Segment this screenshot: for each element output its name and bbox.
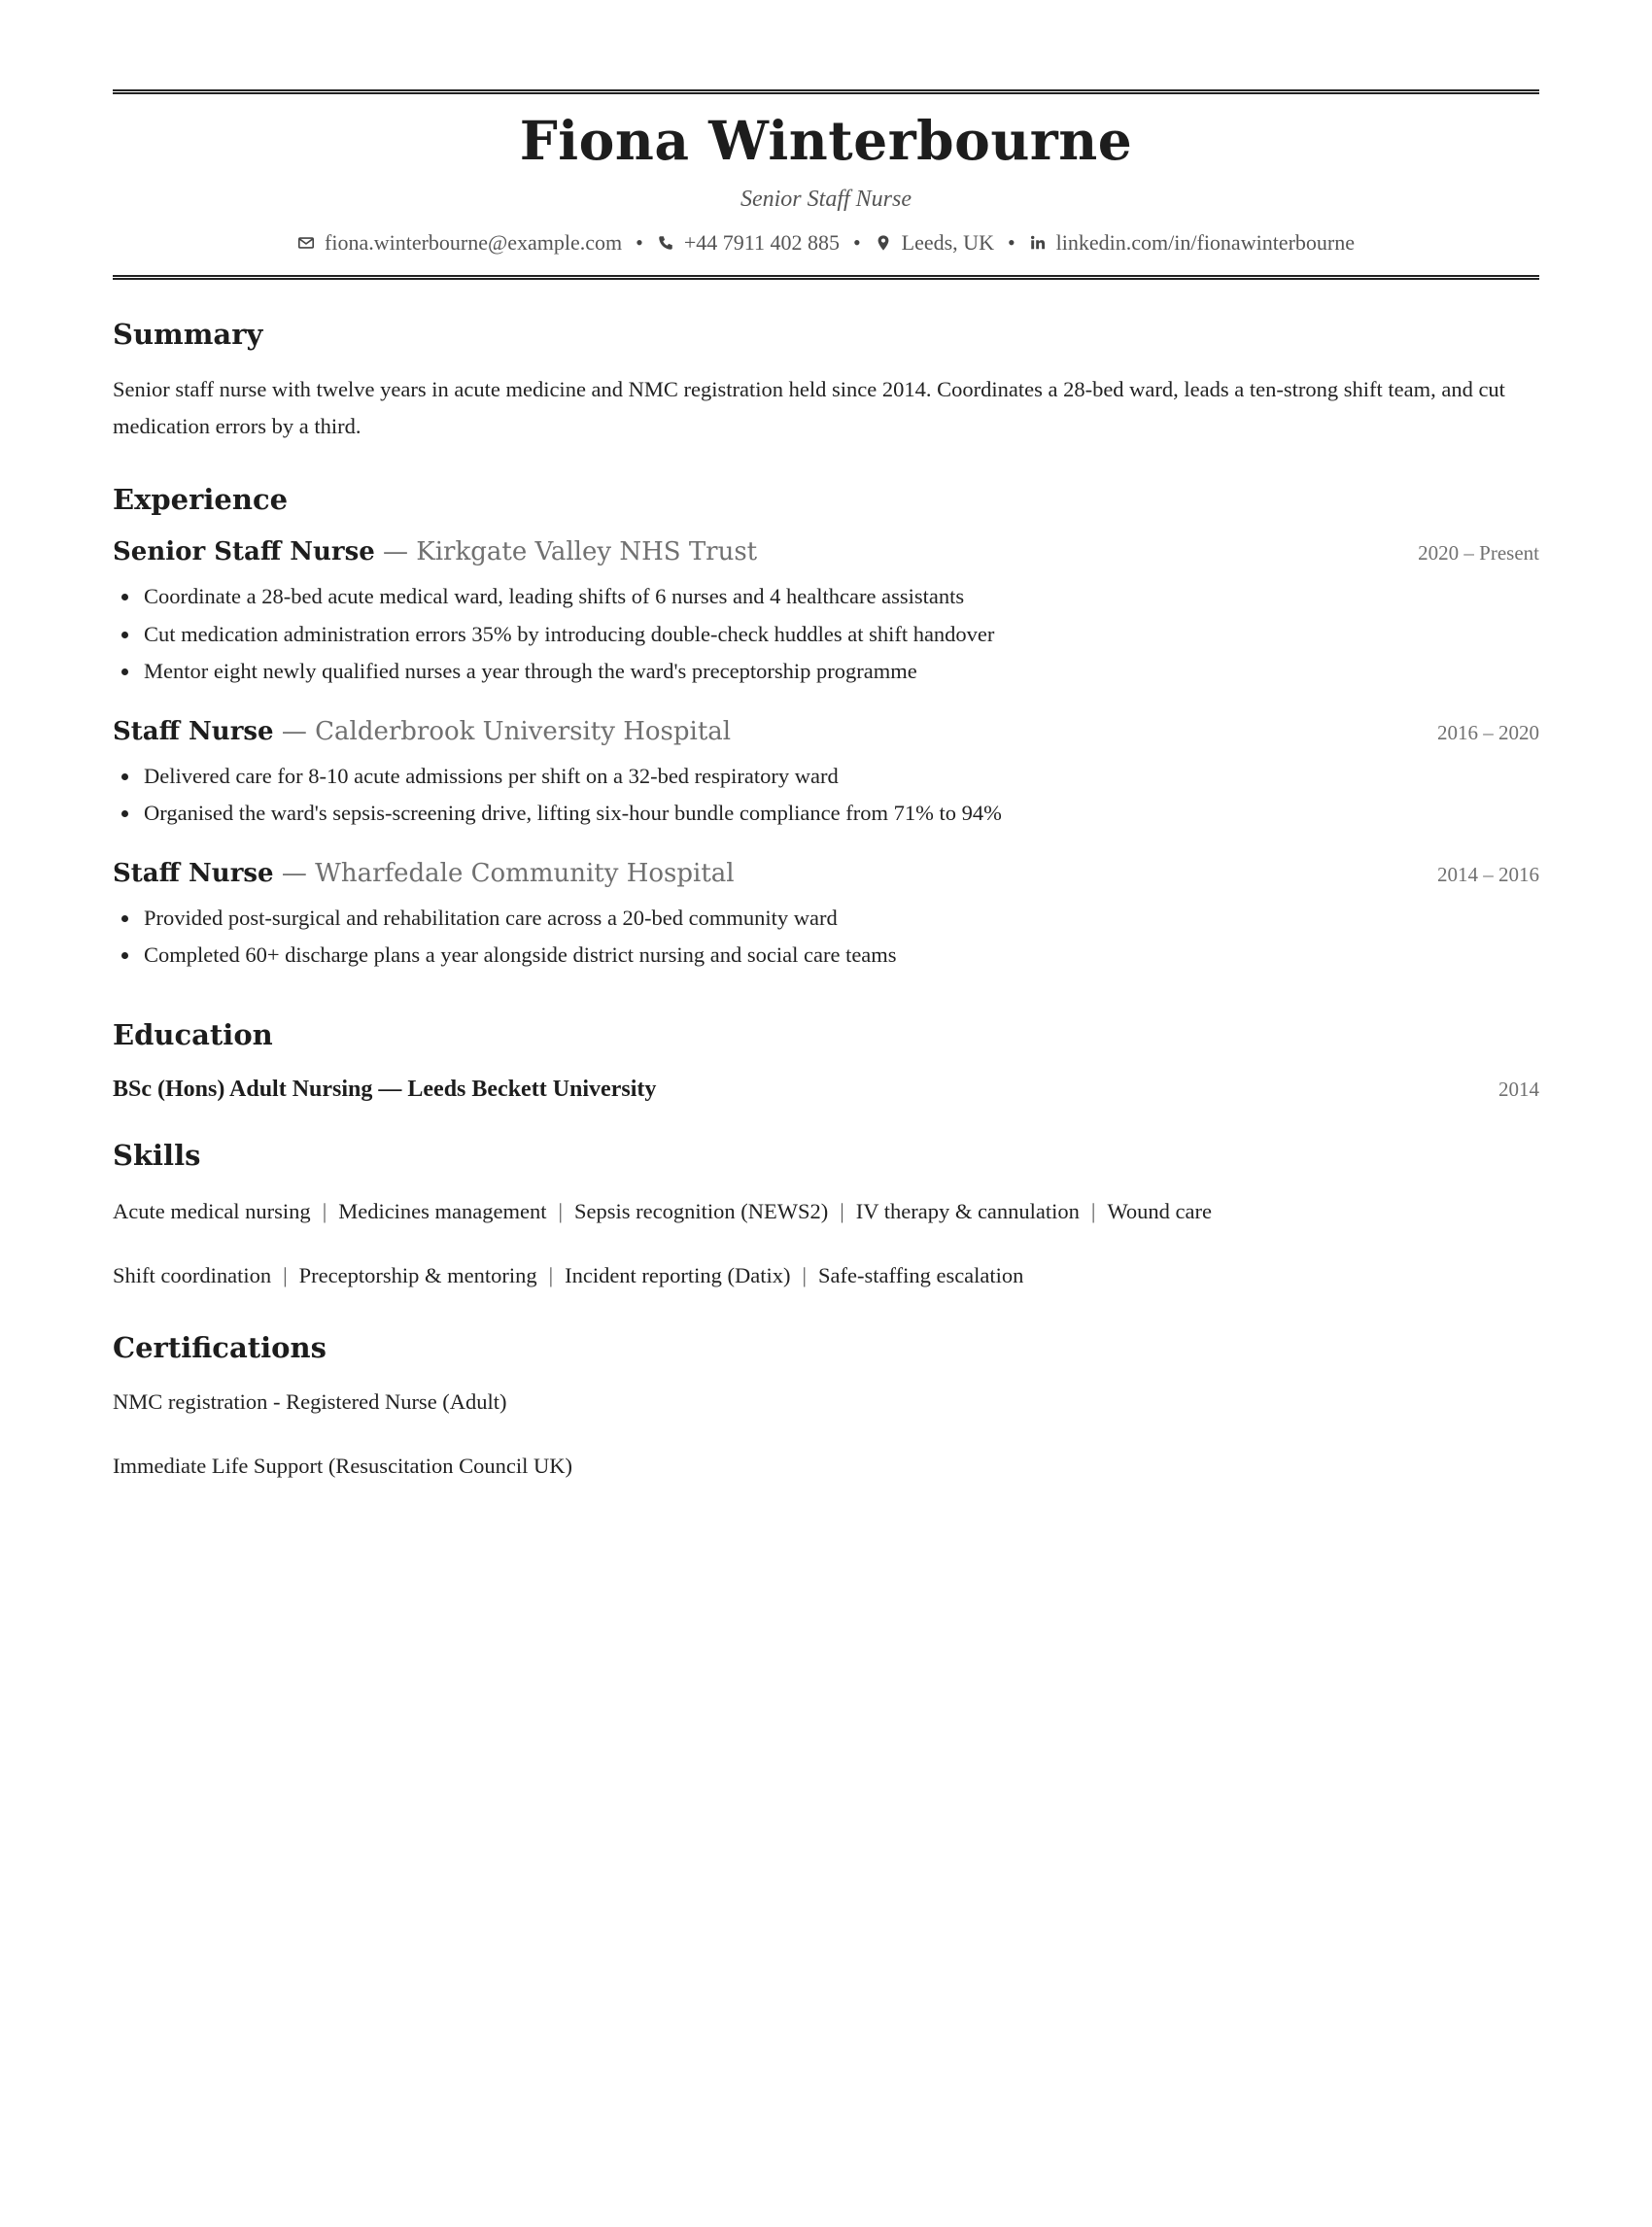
- candidate-name: Fiona Winterbourne: [519, 109, 1133, 172]
- contact-linkedin-text: linkedin.com/in/fionawinterbourne: [1055, 230, 1355, 255]
- skill-separator: |: [558, 1198, 564, 1223]
- job-entry: [113, 532, 1539, 691]
- job-title-line: [113, 532, 757, 571]
- job-role: Senior Staff Nurse: [113, 537, 375, 566]
- job-entry: [113, 712, 1539, 833]
- job-title-line: [113, 712, 731, 751]
- certifications-heading: Certifications: [113, 1330, 327, 1364]
- summary-heading: Summary: [113, 318, 263, 351]
- experience-section: [113, 480, 1539, 975]
- education-degree: BSc (Hons) Adult Nursing — Leeds Beckett University: [113, 1076, 657, 1102]
- summary-text: Senior staff nurse with twelve years in acute medicine and NMC registration held since 2014. Coordinates a 28-bed ward, leads a ten-strong shift team, and cut medication errors by a third.: [113, 377, 1505, 438]
- job-dates: 2020 – Present: [1418, 541, 1539, 565]
- skills-line: [113, 1194, 1539, 1229]
- job-title-line: [113, 854, 735, 893]
- job-bullet: Mentor eight newly qualified nurses a year through the ward's preceptorship programme: [144, 653, 1539, 691]
- linkedin-icon: [1029, 234, 1047, 252]
- skill-item: Preceptorship & mentoring: [298, 1262, 537, 1287]
- skill-separator: |: [548, 1262, 554, 1287]
- job-dates: 2014 – 2016: [1437, 862, 1539, 886]
- education-entry: [113, 1072, 1539, 1107]
- skill-separator: |: [322, 1198, 327, 1223]
- job-role: Staff Nurse: [113, 858, 274, 888]
- contact-email[interactable]: [297, 228, 622, 257]
- job-bullet: Completed 60+ discharge plans a year alongside district nursing and social care teams: [144, 937, 1539, 975]
- job-dash: —: [383, 537, 409, 566]
- job-bullets: [113, 900, 1539, 975]
- job-organization: Calderbrook University Hospital: [315, 716, 732, 746]
- job-bullets: [113, 758, 1539, 833]
- skill-separator: |: [840, 1198, 844, 1223]
- certifications-section: [113, 1328, 1539, 1484]
- contact-email-text: fiona.winterbourne@example.com: [325, 230, 623, 255]
- job-bullet: Delivered care for 8-10 acute admissions per shift on a 32-bed respiratory ward: [144, 758, 1539, 796]
- job-bullets: [113, 578, 1539, 691]
- job-organization: Kirkgate Valley NHS Trust: [416, 537, 758, 566]
- job-organization: Wharfedale Community Hospital: [315, 858, 735, 888]
- contact-phone[interactable]: [657, 228, 840, 257]
- job-bullet: Organised the ward's sepsis-screening drive, lifting six-hour bundle compliance from 71% to 94%: [144, 795, 1539, 833]
- contact-linkedin[interactable]: [1029, 228, 1355, 257]
- location-icon: [875, 234, 892, 252]
- job-header: [113, 712, 1539, 752]
- contact-line: [113, 228, 1539, 257]
- contact-separator: •: [1007, 230, 1015, 255]
- skill-item: Safe-staffing escalation: [818, 1262, 1024, 1287]
- job-dates: 2016 – 2020: [1437, 720, 1539, 744]
- contact-phone-text: +44 7911 402 885: [683, 230, 840, 255]
- job-dash: —: [281, 716, 307, 746]
- certification-item: Immediate Life Support (Resuscitation Council UK): [113, 1453, 573, 1478]
- job-header: [113, 854, 1539, 894]
- job-entry: [113, 854, 1539, 975]
- education-section: [113, 1015, 1539, 1107]
- skill-item: Sepsis recognition (NEWS2): [574, 1198, 829, 1223]
- resume-page: [0, 89, 1652, 2227]
- job-header: [113, 532, 1539, 572]
- job-dash: —: [281, 858, 307, 888]
- job-bullet: Provided post-surgical and rehabilitation care across a 20-bed community ward: [144, 900, 1539, 938]
- certification-item: NMC registration - Registered Nurse (Adult): [113, 1388, 507, 1414]
- contact-location: [875, 228, 994, 257]
- contact-separator: •: [852, 230, 861, 255]
- skill-separator: |: [802, 1262, 808, 1287]
- skill-item: Incident reporting (Datix): [565, 1262, 791, 1287]
- mail-icon: [297, 234, 315, 252]
- education-date: 2014: [1498, 1077, 1539, 1101]
- skill-separator: |: [283, 1262, 288, 1287]
- summary-section: [113, 315, 1539, 445]
- phone-icon: [657, 234, 674, 252]
- skill-item: Medicines management: [338, 1198, 547, 1223]
- skill-item: Acute medical nursing: [113, 1198, 311, 1223]
- resume-header: [113, 89, 1539, 280]
- contact-separator: •: [636, 230, 643, 255]
- experience-heading: Experience: [113, 483, 289, 516]
- job-bullet: Cut medication administration errors 35% by introducing double-check huddles at shift handover: [144, 616, 1539, 654]
- contact-location-text: Leeds, UK: [901, 230, 994, 255]
- skill-item: Wound care: [1107, 1198, 1212, 1223]
- job-role: Staff Nurse: [113, 716, 274, 746]
- skills-line: [113, 1258, 1539, 1293]
- skills-section: [113, 1136, 1539, 1293]
- skills-heading: Skills: [113, 1138, 201, 1172]
- job-bullet: Coordinate a 28-bed acute medical ward, leading shifts of 6 nurses and 4 healthcare assistants: [144, 578, 1539, 616]
- education-heading: Education: [113, 1017, 273, 1051]
- skill-item: Shift coordination: [113, 1262, 272, 1287]
- candidate-role: Senior Staff Nurse: [740, 187, 912, 212]
- skill-separator: |: [1090, 1198, 1096, 1223]
- skill-item: IV therapy & cannulation: [855, 1198, 1080, 1223]
